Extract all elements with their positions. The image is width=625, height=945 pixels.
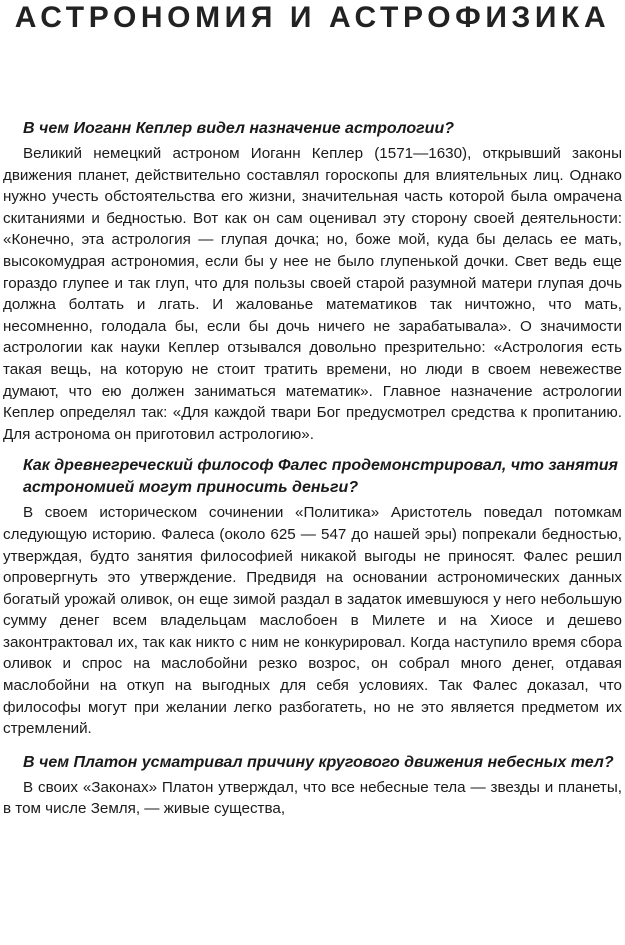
question-heading: В чем Иоганн Кеплер видел назначение астрологии? [23, 120, 454, 137]
answer-paragraph: В своем историческом сочинении «Политика» Аристотель поведал потомкам следующую историю. Фалеса (около 625 — 547 до нашей эры) попрекали бедностью, утверждая, будто занятия философией никакой выгоды не приносят. Фалес решил опровергнуть это утверждение. Предвидя на основании астрономических данных богатый урожай оливок, он еще зимой раздал в задаток имевшуюся у него небольшую сумму денег всем владельцам маслобоен в Милете и на Хиосе и дешево законтрактовал их, так как никто с ним не конкурировал. Когда наступило время сбора оливок и спрос на маслобойни резко возрос, он собрал много денег, отдавая маслобойни на откуп на выгодных для себя условиях. Так Фалес доказал, что философы могут при желании легко разбогатеть, но не это является предметом их стремлений. [3, 504, 622, 738]
question-heading: Как древнегреческий философ Фалес продемонстрировал, что занятия астрономией могут приносить деньги? [23, 457, 618, 497]
corner-fade-overlay [435, 911, 625, 945]
page-body [3, 118, 622, 820]
question-heading: В чем Платон усматривал причину кругового движения небесных тел? [23, 753, 614, 771]
answer-paragraph: Великий немецкий астроном Иоганн Кеплер (1571—1630), открывший законы движения планет, действительно составлял гороскопы для влиятельных лиц. Однако нужно учесть обстоятельства его жизни, значительная часть которой была омрачена скитаниями и бедностью. Вот как он сам оценивал эту сторону своей деятельности: «Конечно, эта астрология — глупая дочка; но, боже мой, куда бы делась ее мать, высокомудрая астрономия, если бы у нее не было глупенькой дочки. Свет ведь еще гораздо глупее и так глуп, что для пользы своей старой разумной матери глупая дочь должна болтать и лгать. И жалованье математиков так ничтожно, что мать, несомненно, голодала бы, если бы дочь ничего не зарабатывала». О значимости астрологии как науки Кеплер отзывался довольно презрительно: «Астрология есть такая вещь, на которую не стоит тратить времени, но люди в своем невежестве думают, что ею должен заниматься математик». Главное назначение астрологии Кеплер определял так: «Для каждой твари Бог предусмотрел средства к пропитанию. Для астронома он приготовил астрологию». [3, 145, 622, 443]
chapter-title: АСТРОНОМИЯ И АСТРОФИЗИКА [14, 1, 611, 34]
answer-paragraph: В своих «Законах» Платон утверждал, что все небесные тела — звезды и планеты, в том числе Земля, — живые существа, [3, 778, 622, 818]
